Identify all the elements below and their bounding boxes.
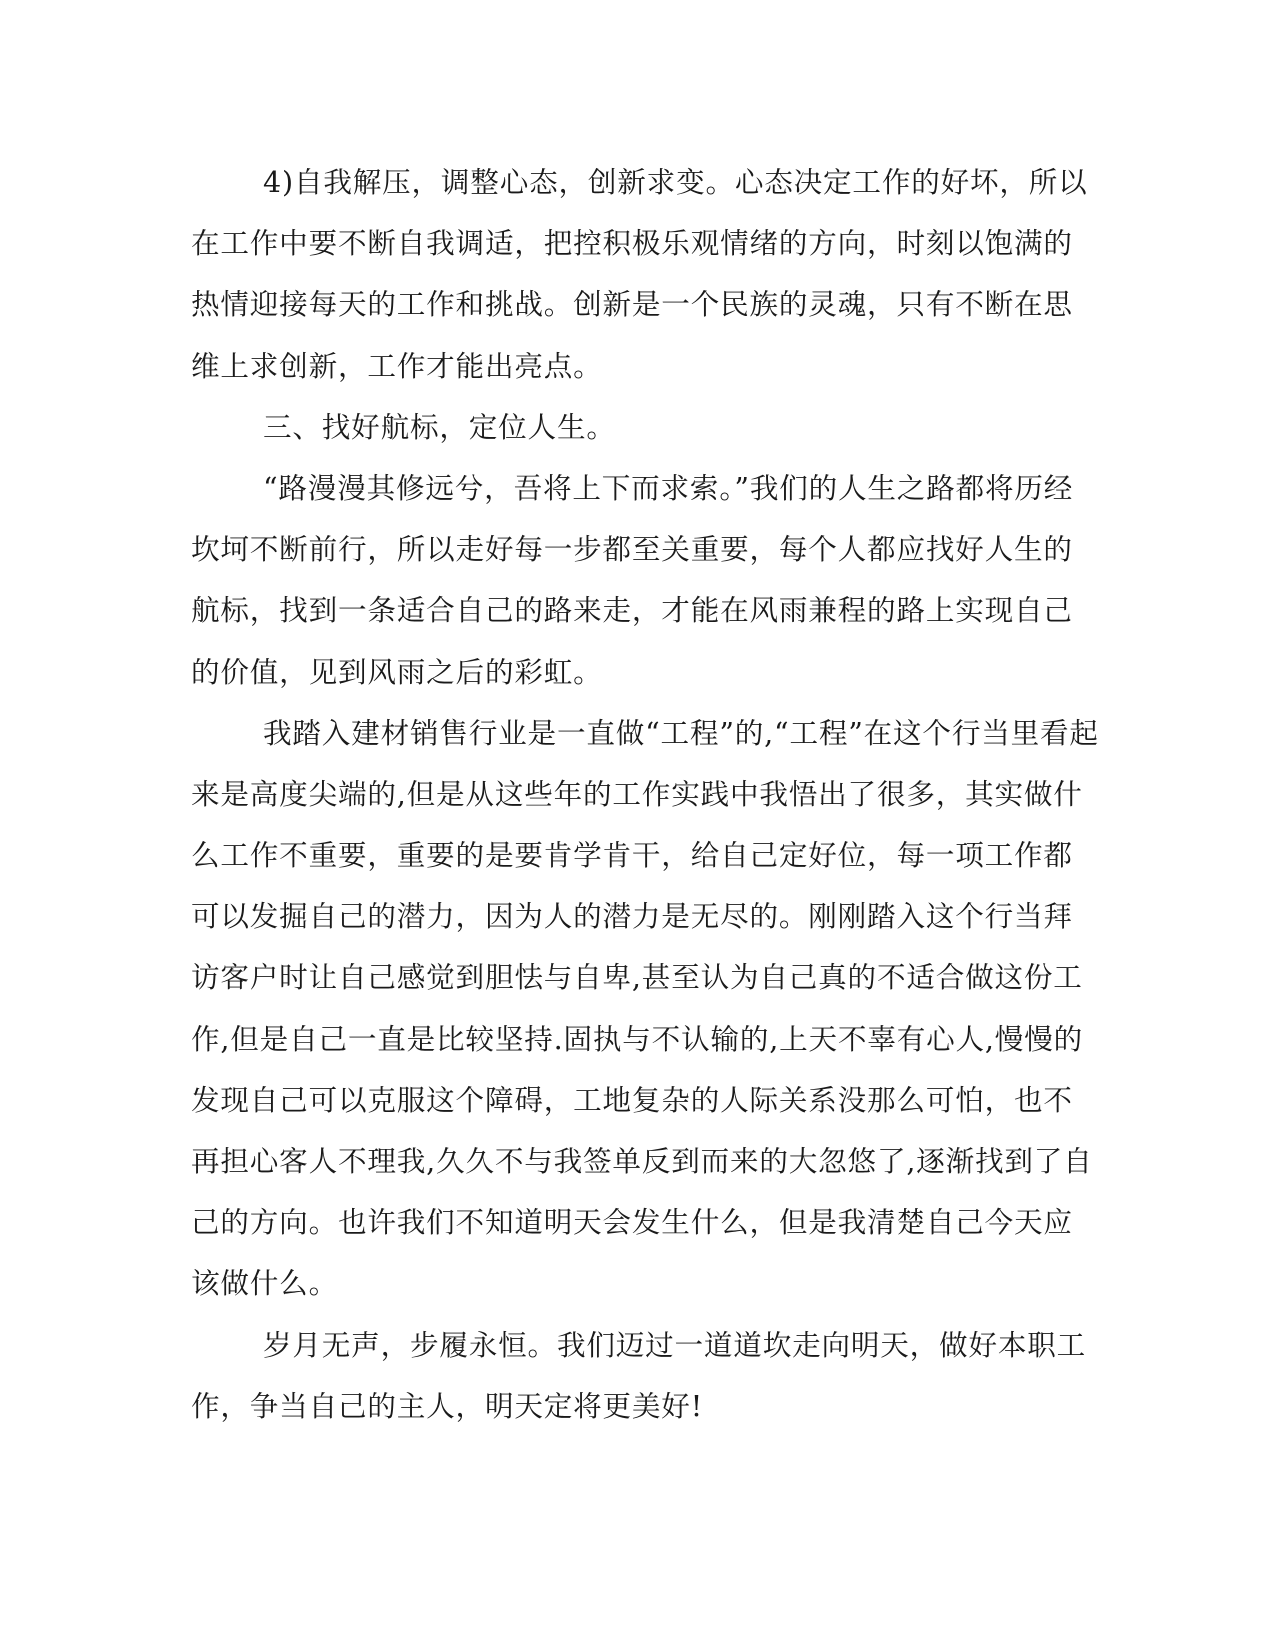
text-line: 作,但是自己一直是比较坚持.固执与不认输的,上天不辜有心人,慢慢的: [191, 1021, 1083, 1056]
text-line: “路漫漫其修远兮，吾将上下而求索。”我们的人生之路都将历经: [263, 470, 1074, 505]
text-line: 再担心客人不理我,久久不与我签单反到而来的大忽悠了,逐渐找到了自: [191, 1144, 1093, 1178]
text-line: 航标，找到一条适合自己的路来走，才能在风雨兼程的路上实现自己: [191, 593, 1073, 628]
paragraph-quote: [191, 458, 1091, 703]
text-line: 该做什么。: [191, 1266, 338, 1301]
text-line: 在工作中要不断自我调适，把控积极乐观情绪的方向，时刻以饱满的: [191, 226, 1073, 261]
text-line: 的价值，见到风雨之后的彩虹。: [191, 654, 603, 689]
text-line: 热情迎接每天的工作和挑战。创新是一个民族的灵魂，只有不断在思: [191, 287, 1073, 322]
text-line: 访客户时让自己感觉到胆怯与自卑,甚至认为自己真的不适合做这份工: [191, 960, 1083, 995]
text-line: 来是高度尖端的,但是从这些年的工作实践中我悟出了很多，其实做什: [191, 776, 1083, 811]
section-heading: [191, 397, 1091, 458]
body-text: [191, 152, 1099, 1437]
paragraph-experience: [191, 703, 1099, 1315]
heading-line: 三、找好航标，定位人生。: [263, 409, 616, 444]
text-line: 我踏入建材销售行业是一直做“工程”的,“工程”在这个行当里看起: [263, 715, 1099, 750]
paragraph-conclusion: [191, 1315, 1091, 1437]
text-line: 岁月无声，步履永恒。我们迈过一道道坎走向明天，做好本职工: [263, 1327, 1087, 1362]
text-line: 坎坷不断前行，所以走好每一步都至关重要，每个人都应找好人生的: [191, 532, 1073, 567]
text-line: 4)自我解压，调整心态，创新求变。心态决定工作的好坏，所以: [263, 165, 1088, 199]
text-line: 维上求创新，工作才能出亮点。: [191, 348, 603, 383]
text-line: 可以发掘自己的潜力，因为人的潜力是无尽的。刚刚踏入这个行当拜: [191, 899, 1073, 934]
text-line: 发现自己可以克服这个障碍，工地复杂的人际关系没那么可怕，也不: [191, 1082, 1073, 1117]
text-line: 己的方向。也许我们不知道明天会发生什么，但是我清楚自己今天应: [191, 1205, 1073, 1240]
paragraph-self-relief: [191, 152, 1091, 397]
text-line: 作，争当自己的主人，明天定将更美好!: [191, 1388, 703, 1423]
text-line: 么工作不重要，重要的是要肯学肯干，给自己定好位，每一项工作都: [191, 838, 1073, 873]
